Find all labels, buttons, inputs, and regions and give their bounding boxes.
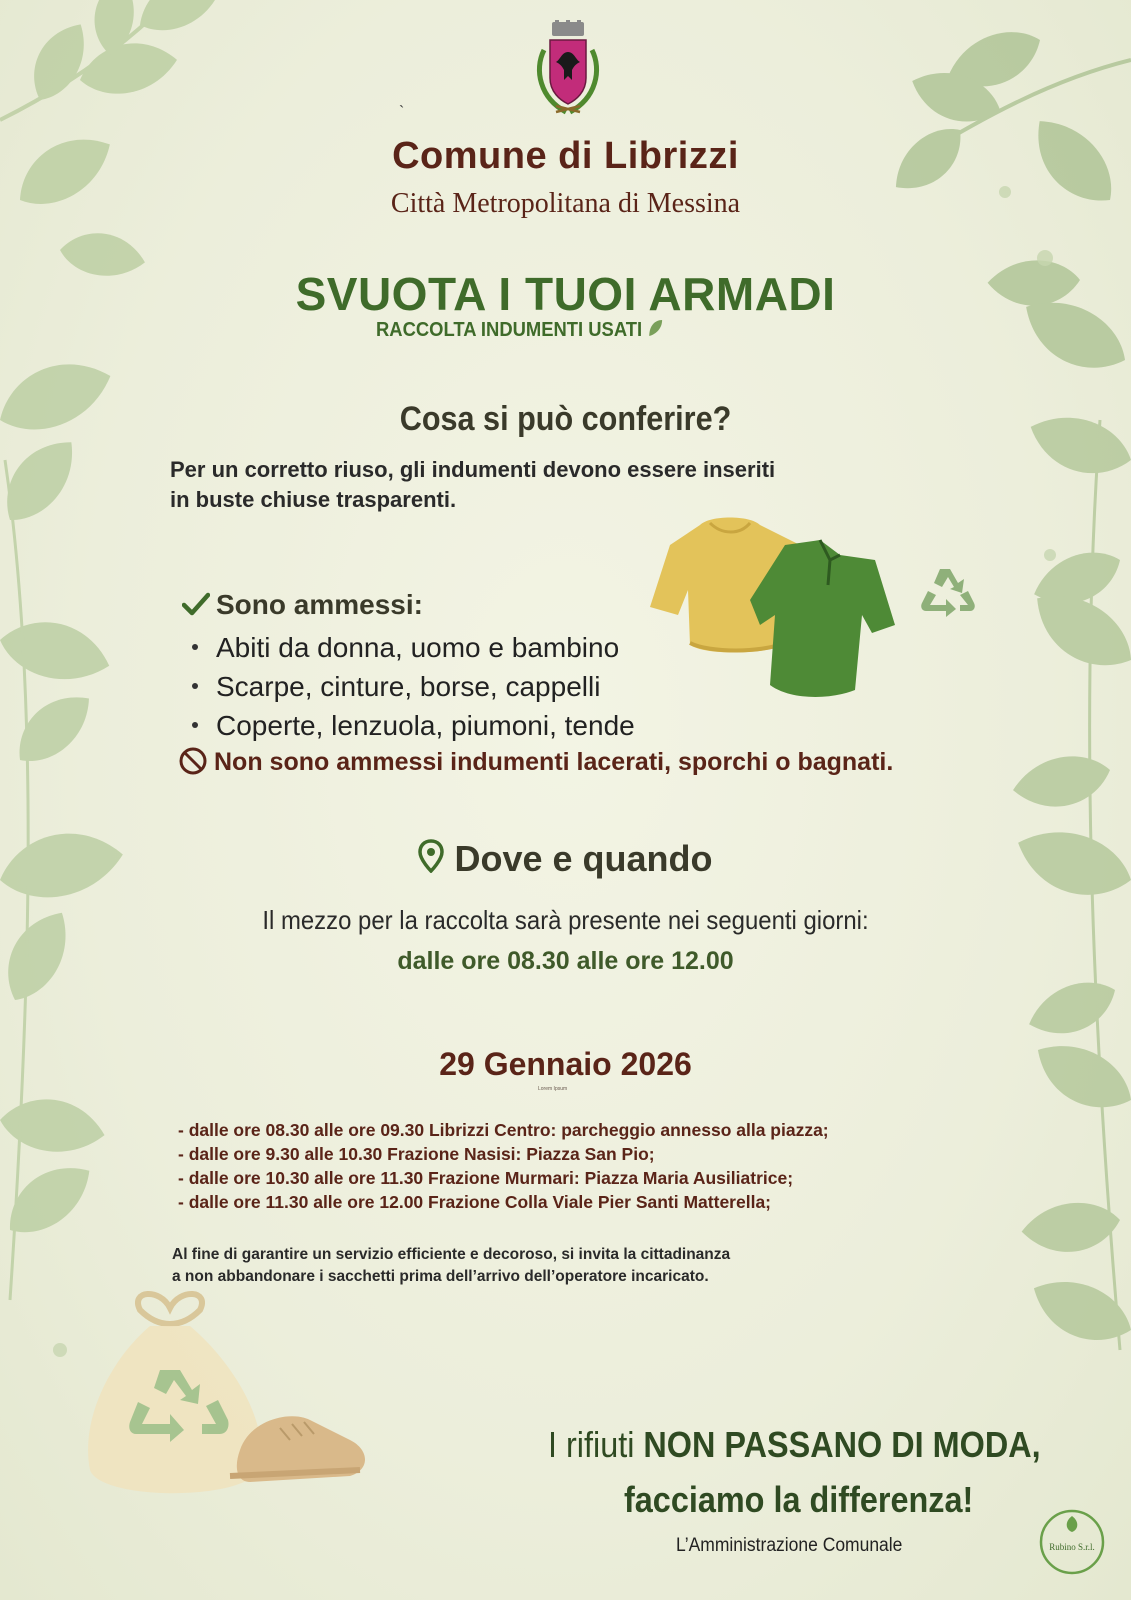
leaf-icon (647, 318, 664, 338)
list-item-text: Scarpe, cinture, borse, cappelli (216, 671, 601, 702)
slogan-strong: NON PASSANO DI MODA, (643, 1424, 1041, 1465)
svg-text:Rubino S.r.l.: Rubino S.r.l. (1049, 1542, 1095, 1552)
rubino-logo-icon (1038, 1508, 1106, 1576)
clothes-illustration (650, 515, 900, 715)
where-when-heading-text: Dove e quando (454, 838, 713, 879)
collection-date: 29 Gennaio 2026 (439, 1046, 692, 1082)
collection-hours: dalle ore 08.30 alle ore 12.00 (397, 947, 734, 975)
list-item (188, 706, 635, 745)
municipal-crest-icon (526, 20, 610, 122)
list-item (188, 667, 635, 706)
where-when-heading (0, 838, 1131, 880)
footer-signature: L’Amministrazione Comunale (676, 1535, 903, 1556)
check-icon (182, 592, 210, 616)
tiny-placeholder-text: Lorem Ipsum (538, 1086, 568, 1092)
schedule-item: - dalle ore 9.30 alle 10.30 Frazione Nasisi: Piazza San Pio; (178, 1144, 655, 1164)
allowed-heading (182, 589, 423, 621)
municipality-name: Comune di Librizzi (392, 135, 739, 177)
not-allowed-notice (178, 746, 893, 777)
footer-slogan-line-1 (548, 1424, 1061, 1466)
allowed-list (188, 628, 635, 745)
list-item-text: Coperte, lenzuola, piumoni, tende (216, 710, 635, 741)
campaign-subtitle-text: RACCOLTA INDUMENTI USATI (376, 319, 643, 341)
not-allowed-text: Non sono ammessi indumenti lacerati, sporchi o bagnati. (214, 748, 894, 776)
allowed-heading-text: Sono ammessi: (216, 589, 423, 620)
list-item (188, 628, 635, 667)
where-when-intro: Il mezzo per la raccolta sarà presente nei seguenti giorni: (262, 905, 869, 935)
province-name: Città Metropolitana di Messina (390, 188, 741, 219)
bag-shoes-illustration (80, 1290, 380, 1510)
conferire-heading: Cosa si può conferire? (399, 400, 732, 438)
list-item-text: Abiti da donna, uomo e bambino (216, 632, 620, 663)
schedule-list (178, 1118, 829, 1214)
location-pin-icon (418, 839, 444, 873)
intro-line-1: Per un corretto riuso, gli indumenti devono essere inseriti (170, 457, 776, 482)
slogan-prefix: I rifiuti (548, 1424, 644, 1465)
citizens-note (172, 1244, 730, 1288)
forbidden-icon (178, 746, 208, 776)
schedule-item: - dalle ore 08.30 alle ore 09.30 Librizzi Centro: parcheggio annesso alla piazza; (178, 1120, 829, 1140)
schedule-item: - dalle ore 10.30 alle ore 11.30 Frazione Murmari: Piazza Maria Ausiliatrice; (178, 1168, 794, 1188)
note-line-1: Al fine di garantire un servizio efficiente e decoroso, si invita la cittadinanza (172, 1246, 731, 1263)
campaign-subtitle (376, 318, 664, 342)
footer-slogan-line-2: facciamo la differenza! (624, 1479, 974, 1520)
stray-mark: ` (399, 104, 405, 121)
note-line-2: a non abbandonare i sacchetti prima dell’arrivo dell’operatore incaricato. (172, 1268, 709, 1285)
recycle-icon (920, 565, 976, 617)
schedule-item: - dalle ore 11.30 alle ore 12.00 Frazione Colla Viale Pier Santi Matterella; (178, 1192, 772, 1212)
intro-line-2: in buste chiuse trasparenti. (170, 487, 457, 512)
conferire-intro (170, 455, 930, 515)
campaign-title: SVUOTA I TUOI ARMADI (295, 268, 836, 320)
